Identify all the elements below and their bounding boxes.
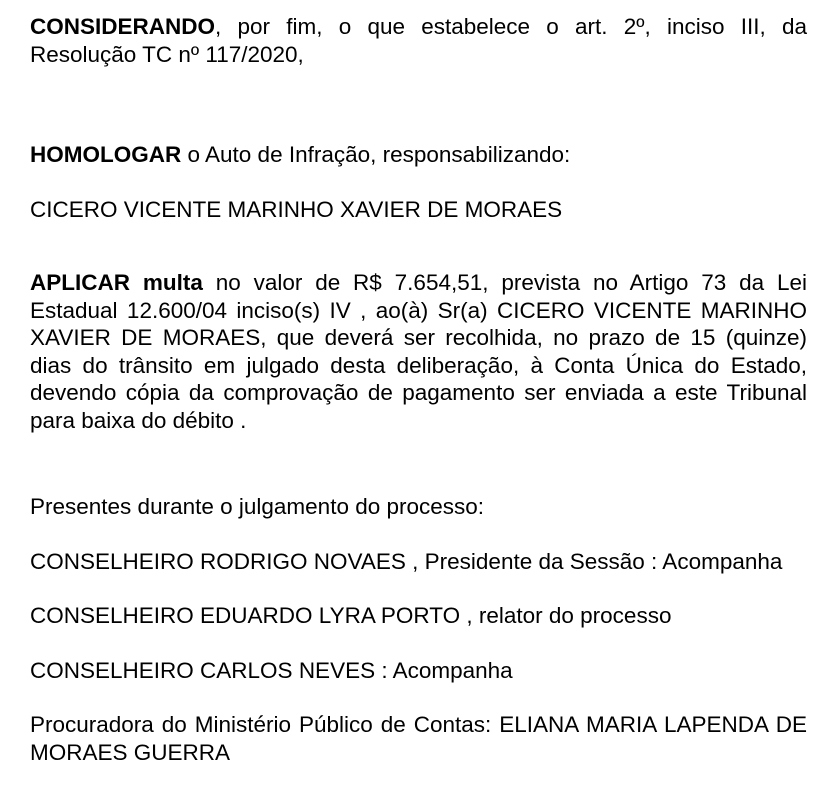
homologar-keyword: HOMOLOGAR — [30, 142, 182, 167]
considerando-keyword: CONSIDERANDO — [30, 14, 216, 39]
member-relator: CONSELHEIRO EDUARDO LYRA PORTO , relator do processo — [30, 603, 672, 628]
aplicar-keyword: APLICAR multa — [30, 270, 203, 295]
aplicar-paragraph — [30, 269, 807, 434]
presentes-heading: Presentes durante o julgamento do processo: — [30, 494, 485, 519]
document-page — [30, 13, 807, 766]
member-carlos-neves: CONSELHEIRO CARLOS NEVES : Acompanha — [30, 657, 513, 683]
homologar-paragraph — [30, 141, 807, 169]
considerando-text: , por fim, o que estabelece o art. 2º, inciso III, da Resolução TC nº 117/2020, — [30, 14, 807, 67]
aplicar-text: no valor de R$ 7.654,51, prevista no Artigo 73 da Lei Estadual 12.600/04 inciso(s) IV , ao(à) Sr(a) CICERO VICENTE MARINHO XAVIER DE MORAES, que deverá ser recolhida, no prazo de 15 (quinze) dias do trânsito em julgado desta deliberação, à Conta Única do Estado, devendo cópia da comprovação de pagamento ser enviada a este Tribunal para baixa do débito . — [30, 270, 807, 433]
responsible-name: CICERO VICENTE MARINHO XAVIER DE MORAES — [30, 196, 563, 222]
homologar-text: o Auto de Infração, responsabilizando: — [181, 142, 571, 167]
member-presidente: CONSELHEIRO RODRIGO NOVAES , Presidente da Sessão : Acompanha — [30, 548, 783, 574]
procuradora-paragraph: Procuradora do Ministério Público de Contas: ELIANA MARIA LAPENDA DE MORAES GUERRA — [30, 712, 807, 765]
considerando-paragraph — [30, 13, 807, 68]
